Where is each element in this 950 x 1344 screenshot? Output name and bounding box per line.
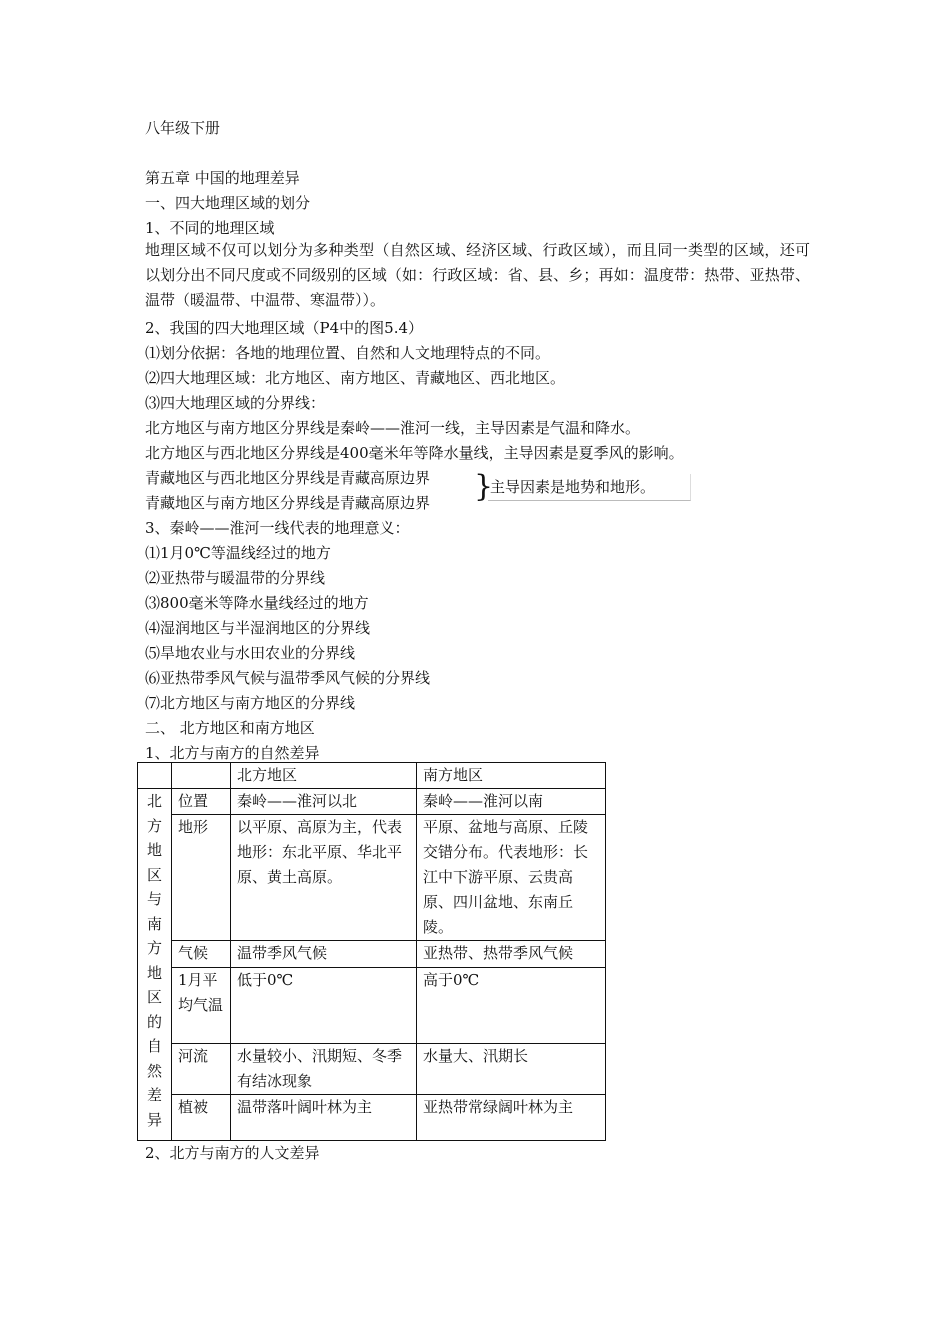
table-cell: 秦岭——淮河以南 bbox=[417, 789, 606, 815]
table-row bbox=[138, 941, 606, 968]
side-label-char: 地 bbox=[146, 841, 162, 859]
table-cell: 水量较小、汛期短、冬季有结冰现象 bbox=[231, 1044, 417, 1095]
table-cell: 植被 bbox=[172, 1095, 231, 1141]
side-label-char: 地 bbox=[146, 963, 162, 982]
table-cell: 以平原、高原为主，代表地形：东北平原、华北平原、黄土高原。 bbox=[231, 815, 417, 941]
table-row bbox=[138, 1044, 606, 1095]
side-label-char: 与 bbox=[146, 890, 162, 908]
boundary-qingzang-northwest: 青藏地区与西北地区分界线是青藏高原边界 bbox=[145, 469, 431, 487]
book-title: 八年级下册 bbox=[145, 119, 221, 137]
section1-sub1-paragraph: 地理区域不仅可以划分为多种类型（自然区域、经济区域、行政区域），而且同一类型的区域，还可以划分出不同尺度或不同级别的区域（如：行政区域：省、县、乡；再如：温度带：热带、亚热带、温带（暖温带、中温带、寒温带））。 bbox=[145, 241, 810, 309]
brace-symbol: } bbox=[474, 469, 494, 504]
significance-item: ⑹亚热带季风气候与温带季风气候的分界线 bbox=[145, 669, 431, 687]
table-cell: 亚热带、热带季风气候 bbox=[417, 941, 606, 968]
side-label-char: 北 bbox=[146, 792, 162, 810]
brace-note: 主导因素是地势和地形。 bbox=[488, 474, 691, 501]
side-label-char: 方 bbox=[146, 939, 162, 957]
table-row bbox=[138, 1095, 606, 1141]
chapter-title: 第五章 中国的地理差异 bbox=[145, 169, 300, 187]
table-cell: 高于0℃ bbox=[417, 968, 606, 1044]
item-division-basis: ⑴划分依据：各地的地理位置、自然和人文地理特点的不同。 bbox=[145, 344, 551, 362]
significance-item: ⑶800毫米等降水量线经过的地方 bbox=[145, 594, 369, 612]
table-cell: 秦岭——淮河以北 bbox=[231, 789, 417, 815]
table-cell: 平原、盆地与高原、丘陵交错分布。代表地形：长江中下游平原、云贵高原、四川盆地、东南丘陵。 bbox=[417, 815, 606, 941]
section2-sub1-title: 1、北方与南方的自然差异 bbox=[145, 744, 320, 762]
item-four-regions: ⑵四大地理区域：北方地区、南方地区、青藏地区、西北地区。 bbox=[145, 369, 566, 387]
item-boundaries: ⑶四大地理区域的分界线： bbox=[145, 394, 326, 412]
section1-title: 一、四大地理区域的划分 bbox=[145, 194, 311, 212]
table-cell: 河流 bbox=[172, 1044, 231, 1095]
table-header-cell: 南方地区 bbox=[417, 763, 606, 789]
table-header-cell: 北方地区 bbox=[231, 763, 417, 789]
table-cell: 温带落叶阔叶林为主 bbox=[231, 1095, 417, 1141]
table-row bbox=[138, 968, 606, 1044]
table-row bbox=[138, 815, 606, 941]
table-cell: 气候 bbox=[172, 941, 231, 968]
boundary-north-northwest: 北方地区与西北地区分界线是400毫米年等降水量线，主导因素是夏季风的影响。 bbox=[145, 444, 684, 462]
section1-sub3-title: 3、秦岭——淮河一线代表的地理意义： bbox=[145, 519, 410, 537]
side-label-char: 的 bbox=[146, 1012, 162, 1031]
table-header-cell bbox=[172, 763, 231, 789]
table-header-row bbox=[138, 763, 606, 789]
significance-item: ⑴1月0℃等温线经过的地方 bbox=[145, 544, 331, 562]
side-label-char: 方 bbox=[146, 816, 162, 835]
section1-sub1-title: 1、不同的地理区域 bbox=[145, 219, 275, 237]
table-cell: 亚热带常绿阔叶林为主 bbox=[417, 1095, 606, 1141]
table-row bbox=[138, 789, 606, 815]
natural-differences-table bbox=[137, 762, 606, 1141]
section2-sub2-title: 2、北方与南方的人文差异 bbox=[145, 1144, 320, 1162]
side-label bbox=[138, 789, 172, 1141]
side-label-char: 自 bbox=[146, 1037, 162, 1055]
side-label-char: 区 bbox=[146, 988, 162, 1006]
significance-item: ⑺北方地区与南方地区的分界线 bbox=[145, 694, 356, 712]
boundary-qingzang-south: 青藏地区与南方地区分界线是青藏高原边界 bbox=[145, 494, 431, 512]
side-label-char: 区 bbox=[146, 865, 162, 884]
significance-item: ⑷湿润地区与半湿润地区的分界线 bbox=[145, 619, 371, 637]
table-header-cell bbox=[138, 763, 172, 789]
side-label-text bbox=[138, 789, 171, 1132]
significance-item: ⑸旱地农业与水田农业的分界线 bbox=[145, 644, 356, 662]
side-label-char: 南 bbox=[146, 914, 162, 933]
section2-title: 二、 北方地区和南方地区 bbox=[145, 719, 315, 737]
section1-sub2-title: 2、我国的四大地理区域（P4中的图5.4） bbox=[145, 319, 424, 337]
table-cell: 低于0℃ bbox=[231, 968, 417, 1044]
side-label-char: 异 bbox=[146, 1110, 162, 1129]
table-cell: 位置 bbox=[172, 789, 231, 815]
table-cell: 水量大、汛期长 bbox=[417, 1044, 606, 1095]
significance-item: ⑵亚热带与暖温带的分界线 bbox=[145, 569, 326, 587]
table-cell: 地形 bbox=[172, 815, 231, 941]
table-cell: 1月平均气温 bbox=[172, 968, 231, 1044]
table-cell: 温带季风气候 bbox=[231, 941, 417, 968]
side-label-char: 差 bbox=[146, 1086, 162, 1104]
side-label-char: 然 bbox=[146, 1061, 162, 1080]
boundary-north-south: 北方地区与南方地区分界线是秦岭——淮河一线，主导因素是气温和降水。 bbox=[145, 419, 641, 437]
